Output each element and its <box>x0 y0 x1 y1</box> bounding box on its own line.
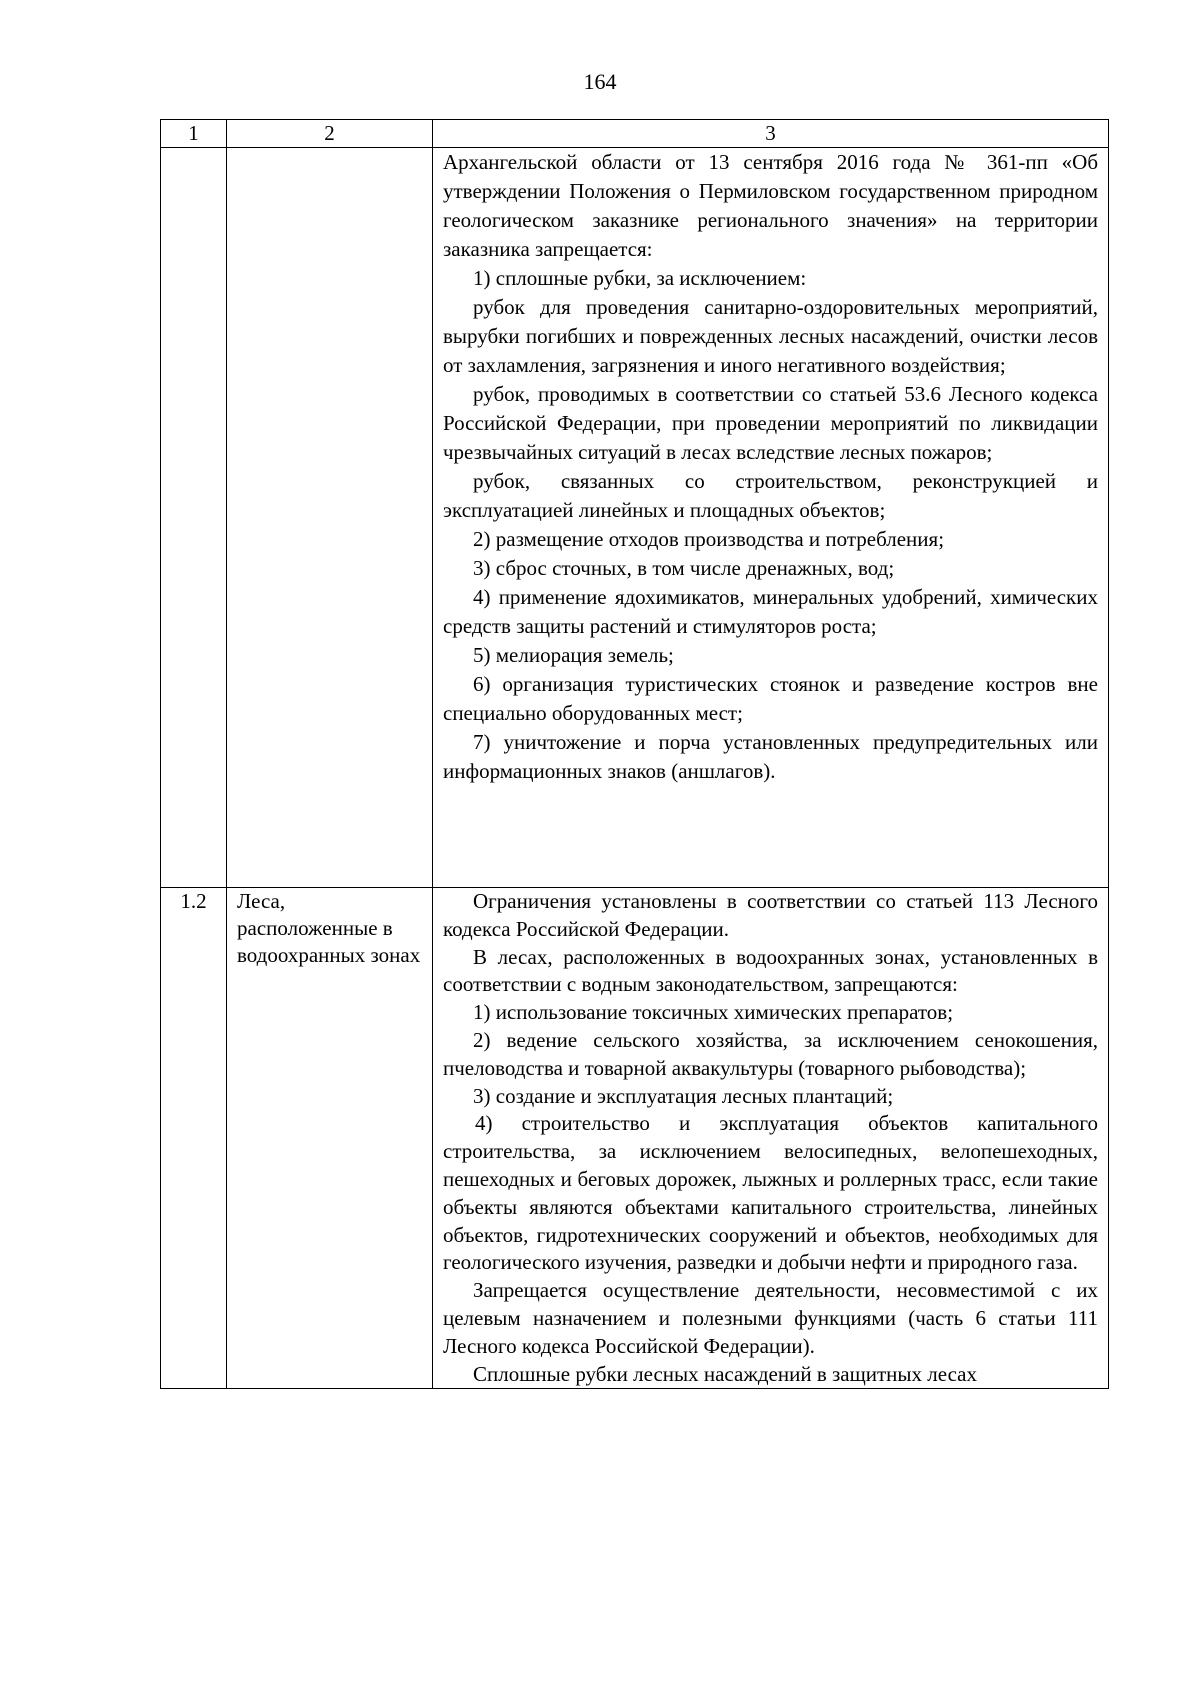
paragraph: В лесах, расположенных в водоохранных зонах, установленных в соответствии с водным законодательством, запрещаются: <box>443 944 1098 997</box>
row-number-cell: 1.2 <box>161 888 227 1389</box>
list-item: 1) сплошные рубки, за исключением: <box>473 266 807 290</box>
table-row <box>161 888 1109 1389</box>
table-header-row <box>161 120 1109 148</box>
paragraph: Ограничения установлены в соответствии со статьей 113 Лесного кодекса Российской Федерации. <box>443 889 1098 941</box>
list-item: 7) уничтожение и порча установленных предупредительных или информационных знаков (аншлагов). <box>443 730 1098 783</box>
paragraph: рубок для проведения санитарно-оздоровительных мероприятий, вырубки погибших и поврежденных лесных насаждений, очистки лесов от захламления, загрязнения и иного негативного воздействия; <box>443 295 1098 377</box>
list-item: 4) применение ядохимикатов, минеральных удобрений, химических средств защиты растений и стимуляторов роста; <box>443 585 1098 638</box>
document-table <box>160 119 1109 1389</box>
category-cell: Леса, расположенные в водоохранных зонах <box>227 888 433 1389</box>
list-item: 4) строительство и эксплуатация объектов капитального строительства, за исключением велосипедных, велопешеходных, пешеходных и беговых дорожек, лыжных и роллерных трасс, если такие объекты являются объектами капитального строительства, линейных объектов, гидротехнических сооружений и объектов, необходимых для геологического изучения, разведки и добычи нефти и природного газа. <box>443 1111 1098 1275</box>
table-row <box>161 148 1109 888</box>
column-header-1: 1 <box>161 120 227 148</box>
list-item: 2) ведение сельского хозяйства, за исключением сенокошения, пчеловодства и товарной аквакультуры (товарного рыбоводства); <box>443 1027 1098 1080</box>
paragraph: Запрещается осуществление деятельности, несовместимой с их целевым назначением и полезными функциями (часть 6 статьи 111 Лесного кодекса Российской Федерации). <box>443 1278 1098 1358</box>
list-item: 3) сброс сточных, в том числе дренажных, вод; <box>473 556 895 580</box>
row-number-cell <box>161 148 227 888</box>
list-item: 5) мелиорация земель; <box>473 643 674 667</box>
paragraph: Архангельской области от 13 сентября 2016 года № 361-пп «Об утверждении Положения о Пермиловском государственном природном геологическом заказнике регионального значения» на территории заказника запрещается: <box>443 150 1098 261</box>
list-item: 2) размещение отходов производства и потребления; <box>473 527 945 551</box>
page-number: 164 <box>583 69 617 94</box>
paragraph: рубок, проводимых в соответствии со статьей 53.6 Лесного кодекса Российской Федерации, при проведении мероприятий по ликвидации чрезвычайных ситуаций в лесах вследствие лесных пожаров; <box>443 382 1098 464</box>
paragraph: Сплошные рубки лесных насаждений в защитных лесах <box>473 1361 977 1386</box>
paragraph: рубок, связанных со строительством, реконструкцией и эксплуатацией линейных и площадных объектов; <box>443 469 1098 522</box>
category-cell <box>227 148 433 888</box>
list-item: 3) создание и эксплуатация лесных плантаций; <box>473 1083 894 1108</box>
restrictions-cell <box>433 888 1109 1389</box>
list-item: 6) организация туристических стоянок и разведение костров вне специально оборудованных мест; <box>443 672 1098 725</box>
list-item: 1) использование токсичных химических препаратов; <box>473 1000 954 1025</box>
column-header-2: 2 <box>227 120 433 148</box>
column-header-3: 3 <box>433 120 1109 148</box>
restrictions-cell <box>433 148 1109 888</box>
